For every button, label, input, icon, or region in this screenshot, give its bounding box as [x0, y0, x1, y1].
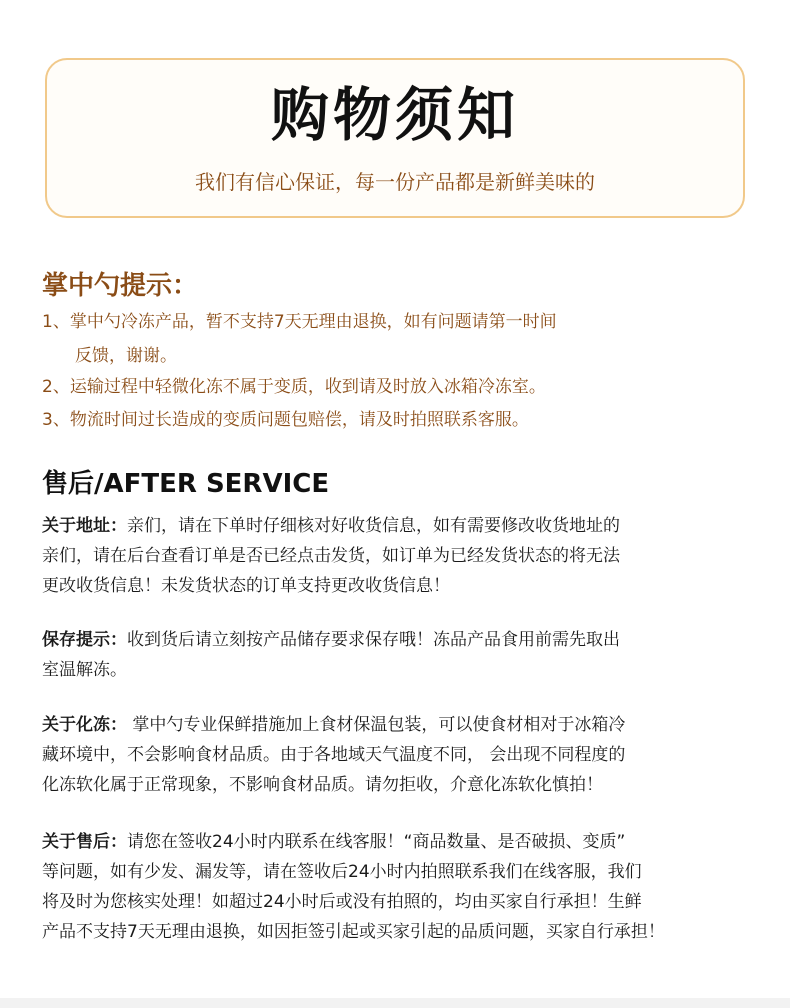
- page-subtitle: 我们有信心保证，每一份产品都是新鲜美味的: [195, 170, 595, 194]
- storage-line-2: 室温解冻。: [42, 660, 127, 680]
- after-sales-label: 关于售后：: [42, 832, 127, 852]
- after-sales-line-2: 等问题，如有少发、漏发等，请在签收后24小时内拍照联系我们在线客服，我们: [42, 862, 642, 882]
- after-sales-line-4: 产品不支持7天无理由退换，如因拒签引起或买家引起的品质问题，买家自行承担！: [42, 922, 665, 942]
- storage-line-1: 保存提示：收到货后请立刻按产品储存要求保存哦！冻品产品食用前需先取出: [42, 630, 620, 650]
- tip-line-1: 1、掌中勺冷冻产品，暂不支持7天无理由退换，如有问题请第一时间: [42, 312, 557, 332]
- thaw-label: 关于化冻：: [42, 715, 127, 735]
- bottom-divider: [0, 998, 790, 1008]
- tips-heading: 掌中勺提示：: [42, 271, 199, 301]
- after-service-heading: 售后/AFTER SERVICE: [42, 469, 330, 499]
- tip-line-3: 3、物流时间过长造成的变质问题包赔偿，请及时拍照联系客服。: [42, 410, 529, 430]
- thaw-line-1: 关于化冻： 掌中勺专业保鲜措施加上食材保温包装，可以使食材相对于冰箱冷: [42, 715, 626, 735]
- address-label: 关于地址：: [42, 516, 127, 536]
- after-sales-line-1: 关于售后：请您在签收24小时内联系在线客服！“商品数量、是否破损、变质”: [42, 832, 626, 852]
- thaw-line-3: 化冻软化属于正常现象，不影响食材品质。请勿拒收，介意化冻软化慎拍！: [42, 775, 603, 795]
- address-line-3: 更改收货信息！未发货状态的订单支持更改收货信息！: [42, 576, 450, 596]
- thaw-section: [42, 710, 752, 800]
- after-sales-line-3: 将及时为您核实处理！如超过24小时后或没有拍照的，均由买家自行承担！生鲜: [42, 892, 642, 912]
- after-sales-section: [42, 827, 752, 947]
- address-section: [42, 511, 752, 601]
- thaw-line-2: 藏环境中，不会影响食材品质。由于各地域天气温度不同， 会出现不同程度的: [42, 745, 626, 765]
- address-line-2: 亲们，请在后台查看订单是否已经点击发货，如订单为已经发货状态的将无法: [42, 546, 620, 566]
- storage-section: [42, 625, 752, 685]
- storage-label: 保存提示：: [42, 630, 127, 650]
- header-card: [45, 58, 745, 218]
- address-line-1: 关于地址：亲们，请在下单时仔细核对好收货信息，如有需要修改收货地址的: [42, 516, 620, 536]
- page-title: 购物须知: [270, 81, 519, 149]
- tip-line-1-continued: 反馈，谢谢。: [75, 346, 177, 366]
- tip-line-2: 2、运输过程中轻微化冻不属于变质，收到请及时放入冰箱冷冻室。: [42, 377, 546, 397]
